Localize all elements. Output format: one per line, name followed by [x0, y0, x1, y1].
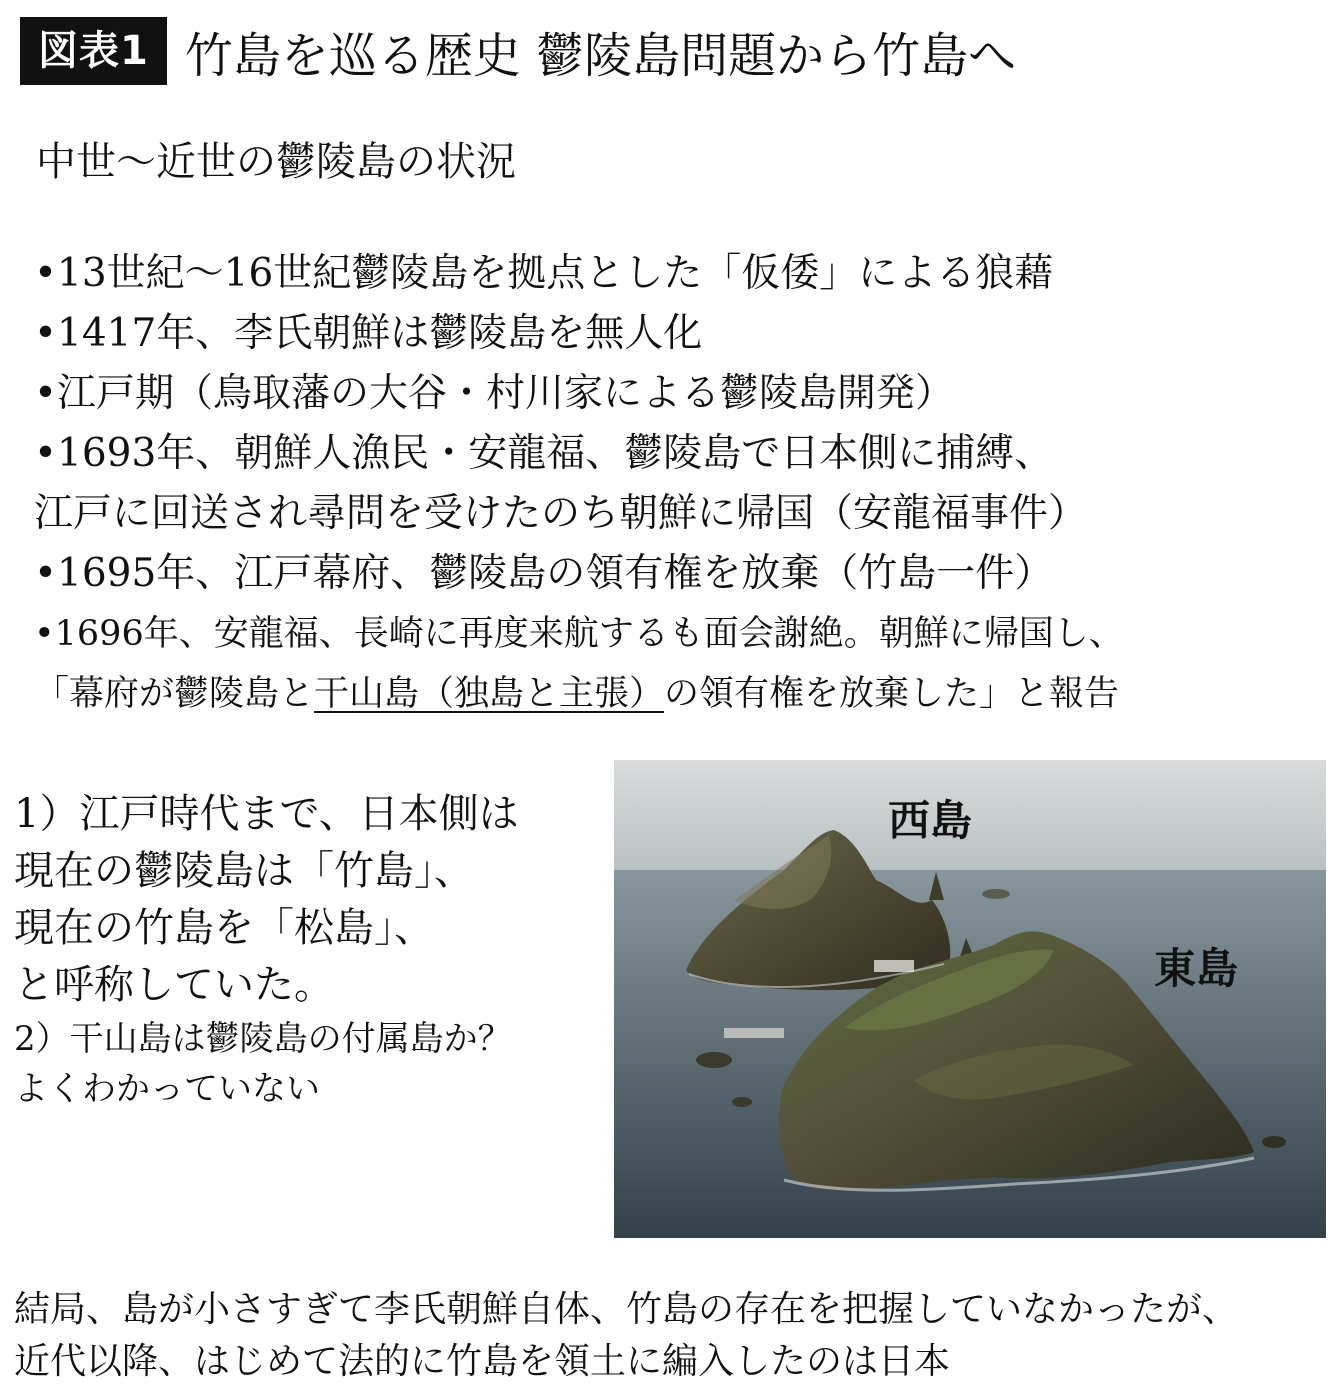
island-aerial-photo — [614, 760, 1326, 1238]
bullet-item-report — [34, 664, 1324, 724]
bullet-item: •1695年、江戸幕府、鬱陵島の領有権を放棄（竹島一件） — [34, 551, 1054, 596]
report-text-before: 「幕府が鬱陵島と — [34, 674, 315, 714]
note-line: 現在の竹島を「松島」、 — [14, 905, 434, 951]
notes-block — [14, 786, 604, 1114]
conclusion-line: 近代以降、はじめて法的に竹島を領土に編入したのは日本 — [14, 1341, 951, 1382]
bullet-item: •1693年、朝鮮人漁民・安龍福、鬱陵島で日本側に捕縛、 — [34, 431, 1054, 476]
west-island-label: 西島 — [888, 796, 973, 845]
figure-title: 竹島を巡る歴史 鬱陵島問題から竹島へ — [184, 27, 1017, 84]
bullet-item: •13世紀～16世紀鬱陵島を拠点とした「仮倭」による狼藉 — [34, 251, 1054, 296]
report-text-underlined: 干山島（独島と主張） — [314, 674, 665, 714]
east-island-label: 東島 — [1154, 944, 1239, 993]
note-line: 1）江戸時代まで、日本側は — [14, 791, 519, 837]
history-bullet-list — [34, 244, 1324, 724]
note-line: よくわかっていない — [14, 1069, 320, 1109]
figure-badge: 図表1 — [20, 17, 167, 85]
bullet-item: •1417年、李氏朝鮮は鬱陵島を無人化 — [34, 311, 703, 356]
report-text-after: の領有権を放棄した」と報告 — [664, 674, 1120, 714]
conclusion-line: 結局、島が小さすぎて李氏朝鮮自体、竹島の存在を把握していなかったが、 — [14, 1289, 1239, 1330]
note-line: と呼称していた。 — [14, 962, 334, 1008]
section-heading: 中世～近世の鬱陵島の状況 — [36, 139, 516, 185]
note-line: 2）干山島は鬱陵島の付属島か？ — [14, 1019, 512, 1059]
conclusion-block — [14, 1284, 1334, 1388]
bullet-item: 江戸に回送され尋問を受けたのち朝鮮に帰国（安龍福事件） — [34, 491, 1088, 536]
note-line: 現在の鬱陵島は「竹島」、 — [14, 848, 474, 894]
figure-header — [20, 14, 1016, 88]
bullet-item: •江戸期（鳥取藩の大谷・村川家による鬱陵島開発） — [34, 371, 955, 416]
bullet-item: •1696年、安龍福、長崎に再度来航するも面会謝絶。朝鮮に帰国し、 — [34, 614, 1124, 654]
